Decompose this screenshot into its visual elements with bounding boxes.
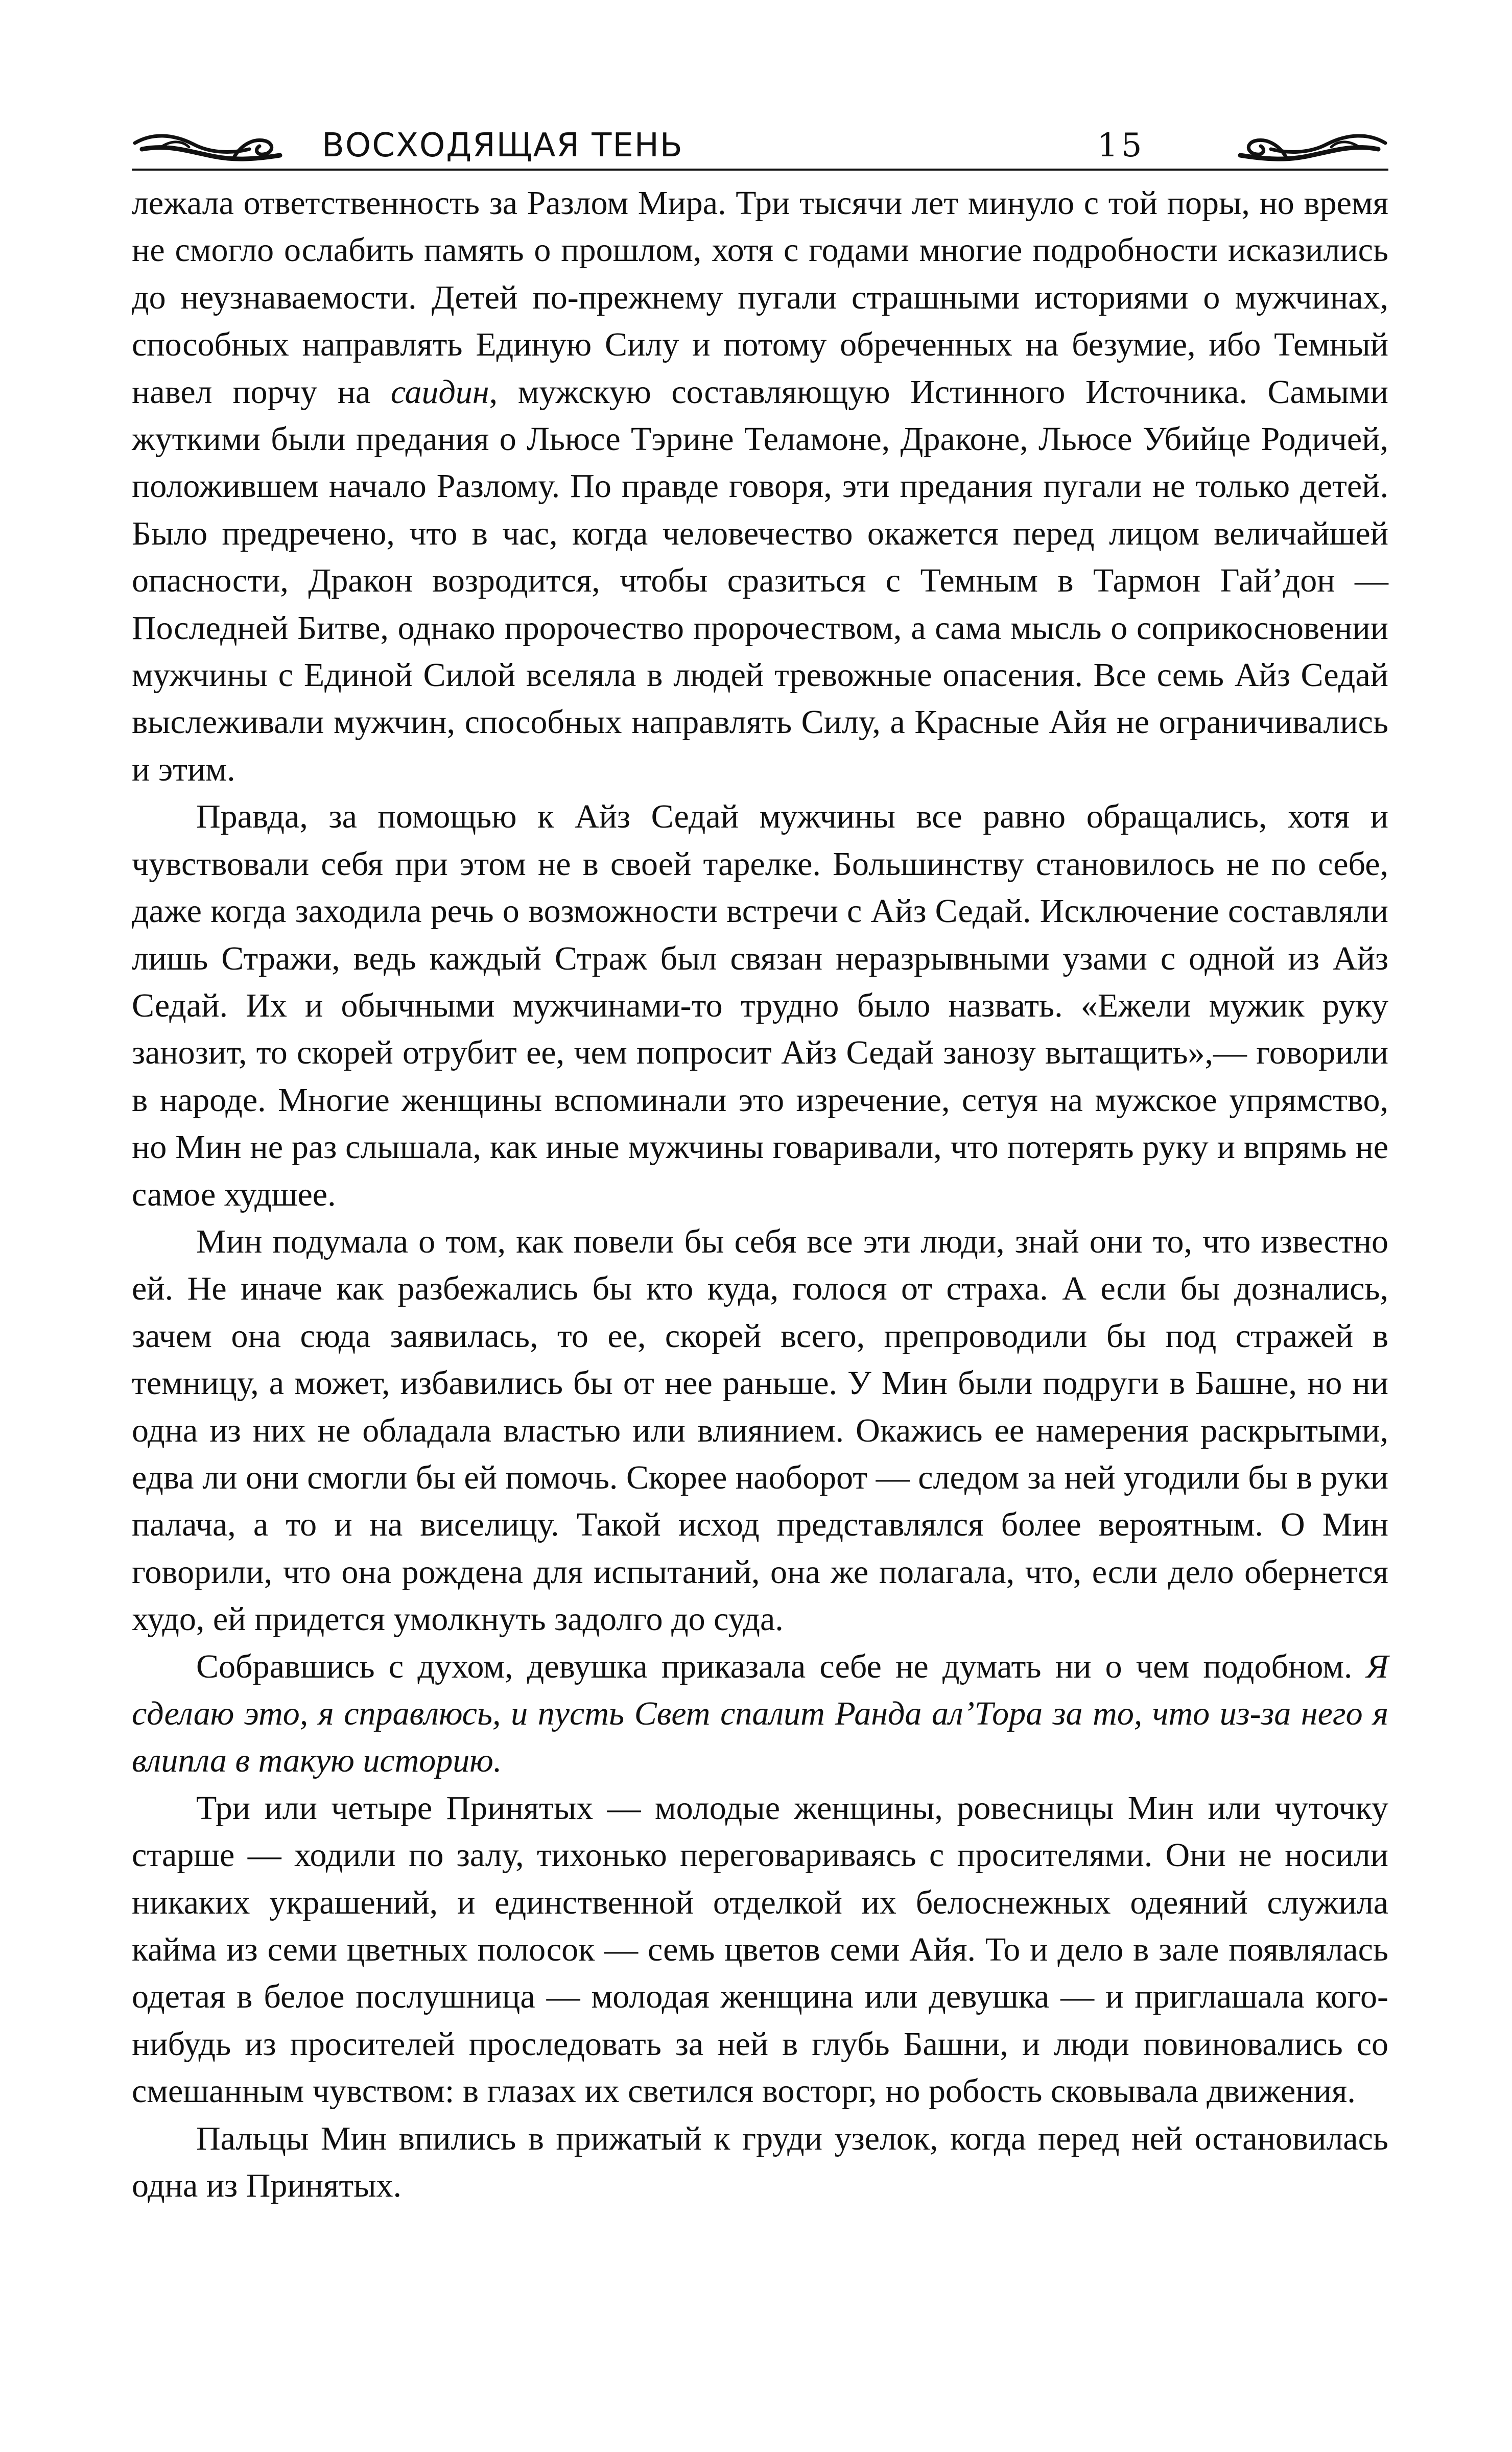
paragraph bbox=[132, 2115, 1388, 2210]
flourish-ornament-icon bbox=[1235, 129, 1388, 164]
paragraph-text: лежала ответственность за Разлом Мира. Три тысячи лет минуло с той поры, но время не смогло ослабить память о прошлом, хотя с годами многие подробности исказились до неузнаваемости. Детей по-прежнему пугали страшными историями о мужчинах, способных направлять Единую Силу и потому обреченных на безумие, ибо Темный навел порчу на bbox=[132, 184, 1388, 411]
paragraph bbox=[132, 1643, 1388, 1785]
paragraph-text: Правда, за помощью к Айз Седай мужчины все равно обращались, хотя и чувствовали себя при этом не в своей тарелке. Большинству становилось не по себе, даже когда заходила речь о возможности встречи с Айз Седай. Исключение составляли лишь Стражи, ведь каждый Страж был связан неразрывными узами с одной из Айз Седай. Их и обычными мужчинами-то трудно было назвать. «Ежели мужик руку занозит, то скорей отрубит ее, чем попросит Айз Седай занозу вытащить»,— говорили в народе. Многие женщины вспоминали это изречение, сетуя на мужское упрямство, но Мин не раз слышала, как иные мужчины говаривали, что потерять руку и впрямь не самое худшее. bbox=[132, 798, 1388, 1213]
paragraph-text: Мин подумала о том, как повели бы себя все эти люди, знай они то, что известно ей. Не иначе как разбежались бы кто куда, голося от страха. А если бы дознались, зачем она сюда заявилась, то ее, скорей всего, препроводили бы под стражей в темницу, а может, избавились бы от нее раньше. У Мин были подруги в Башне, но ни одна из них не обладала властью или влиянием. Окажись ее намерения раскрытыми, едва ли они смогли бы ей помочь. Скорее наоборот — следом за ней угодили бы в руки палача, а то и на виселицу. Такой исход представлялся более вероятным. О Мин говорили, что она рождена для испытаний, она же полагала, что, если дело обернется худо, ей придется умолкнуть задолго до суда. bbox=[132, 1222, 1388, 1638]
paragraph-text: Три или четыре Принятых — молодые женщины, ровесницы Мин или чуточку старше — ходили по залу, тихонько переговариваясь с просителями. Они не носили никаких украшений, и единственной отделкой их белоснежных одеяний служила кайма из семи цветных полосок — семь цветов семи Айя. То и дело в зале появлялась одетая в белое послушница — молодая женщина или девушка — и приглашала кого-нибудь из просителей проследовать за ней в глубь Башни, и люди повиновались со смешанным чувством: в глазах их светился восторг, но робость сковывала движения. bbox=[132, 1789, 1388, 2110]
paragraph bbox=[132, 180, 1388, 793]
paragraph bbox=[132, 1218, 1388, 1643]
body-text bbox=[132, 180, 1388, 2209]
italic-text: саидин bbox=[390, 373, 489, 411]
paragraph-text: , мужскую составляющую Истинного Источника. Самыми жуткими были предания о Льюсе Тэрине Теламоне, Драконе, Льюсе Убийце Родичей, положившем начало Разлому. По правде говоря, эти предания пугали не только детей. Было предречено, что в час, когда человечество окажется перед лицом величайшей опасности, Дракон возродится, чтобы сразиться с Темным в Тармон Гай’дон — Последней Битве, однако пророчество пророчеством, а сама мысль о соприкосновении мужчины с Единой Силой вселяла в людей тревожные опасения. Все семь Айз Седай выслеживали мужчин, способных направлять Силу, а Красные Айя не ограничивались и этим. bbox=[132, 373, 1389, 788]
paragraph bbox=[132, 793, 1388, 1218]
book-page bbox=[132, 117, 1388, 2209]
paragraph-text: Собравшись с духом, девушка приказала себе не думать ни о чем подобном. bbox=[196, 1647, 1366, 1685]
running-title: ВОСХОДЯЩАЯ ТЕНЬ bbox=[322, 127, 683, 164]
running-header bbox=[132, 117, 1388, 171]
page-number: 15 bbox=[1097, 127, 1145, 164]
paragraph-text: Пальцы Мин впились в прижатый к груди узелок, когда перед ней остановилась одна из Принятых. bbox=[132, 2119, 1388, 2205]
flourish-ornament-icon bbox=[132, 129, 285, 164]
italic-text: Я сделаю это, я справлюсь, и пусть Свет спалит Ранда ал’Тора за то, что из-за него я влипла в такую историю. bbox=[132, 1647, 1388, 1780]
paragraph bbox=[132, 1785, 1388, 2115]
